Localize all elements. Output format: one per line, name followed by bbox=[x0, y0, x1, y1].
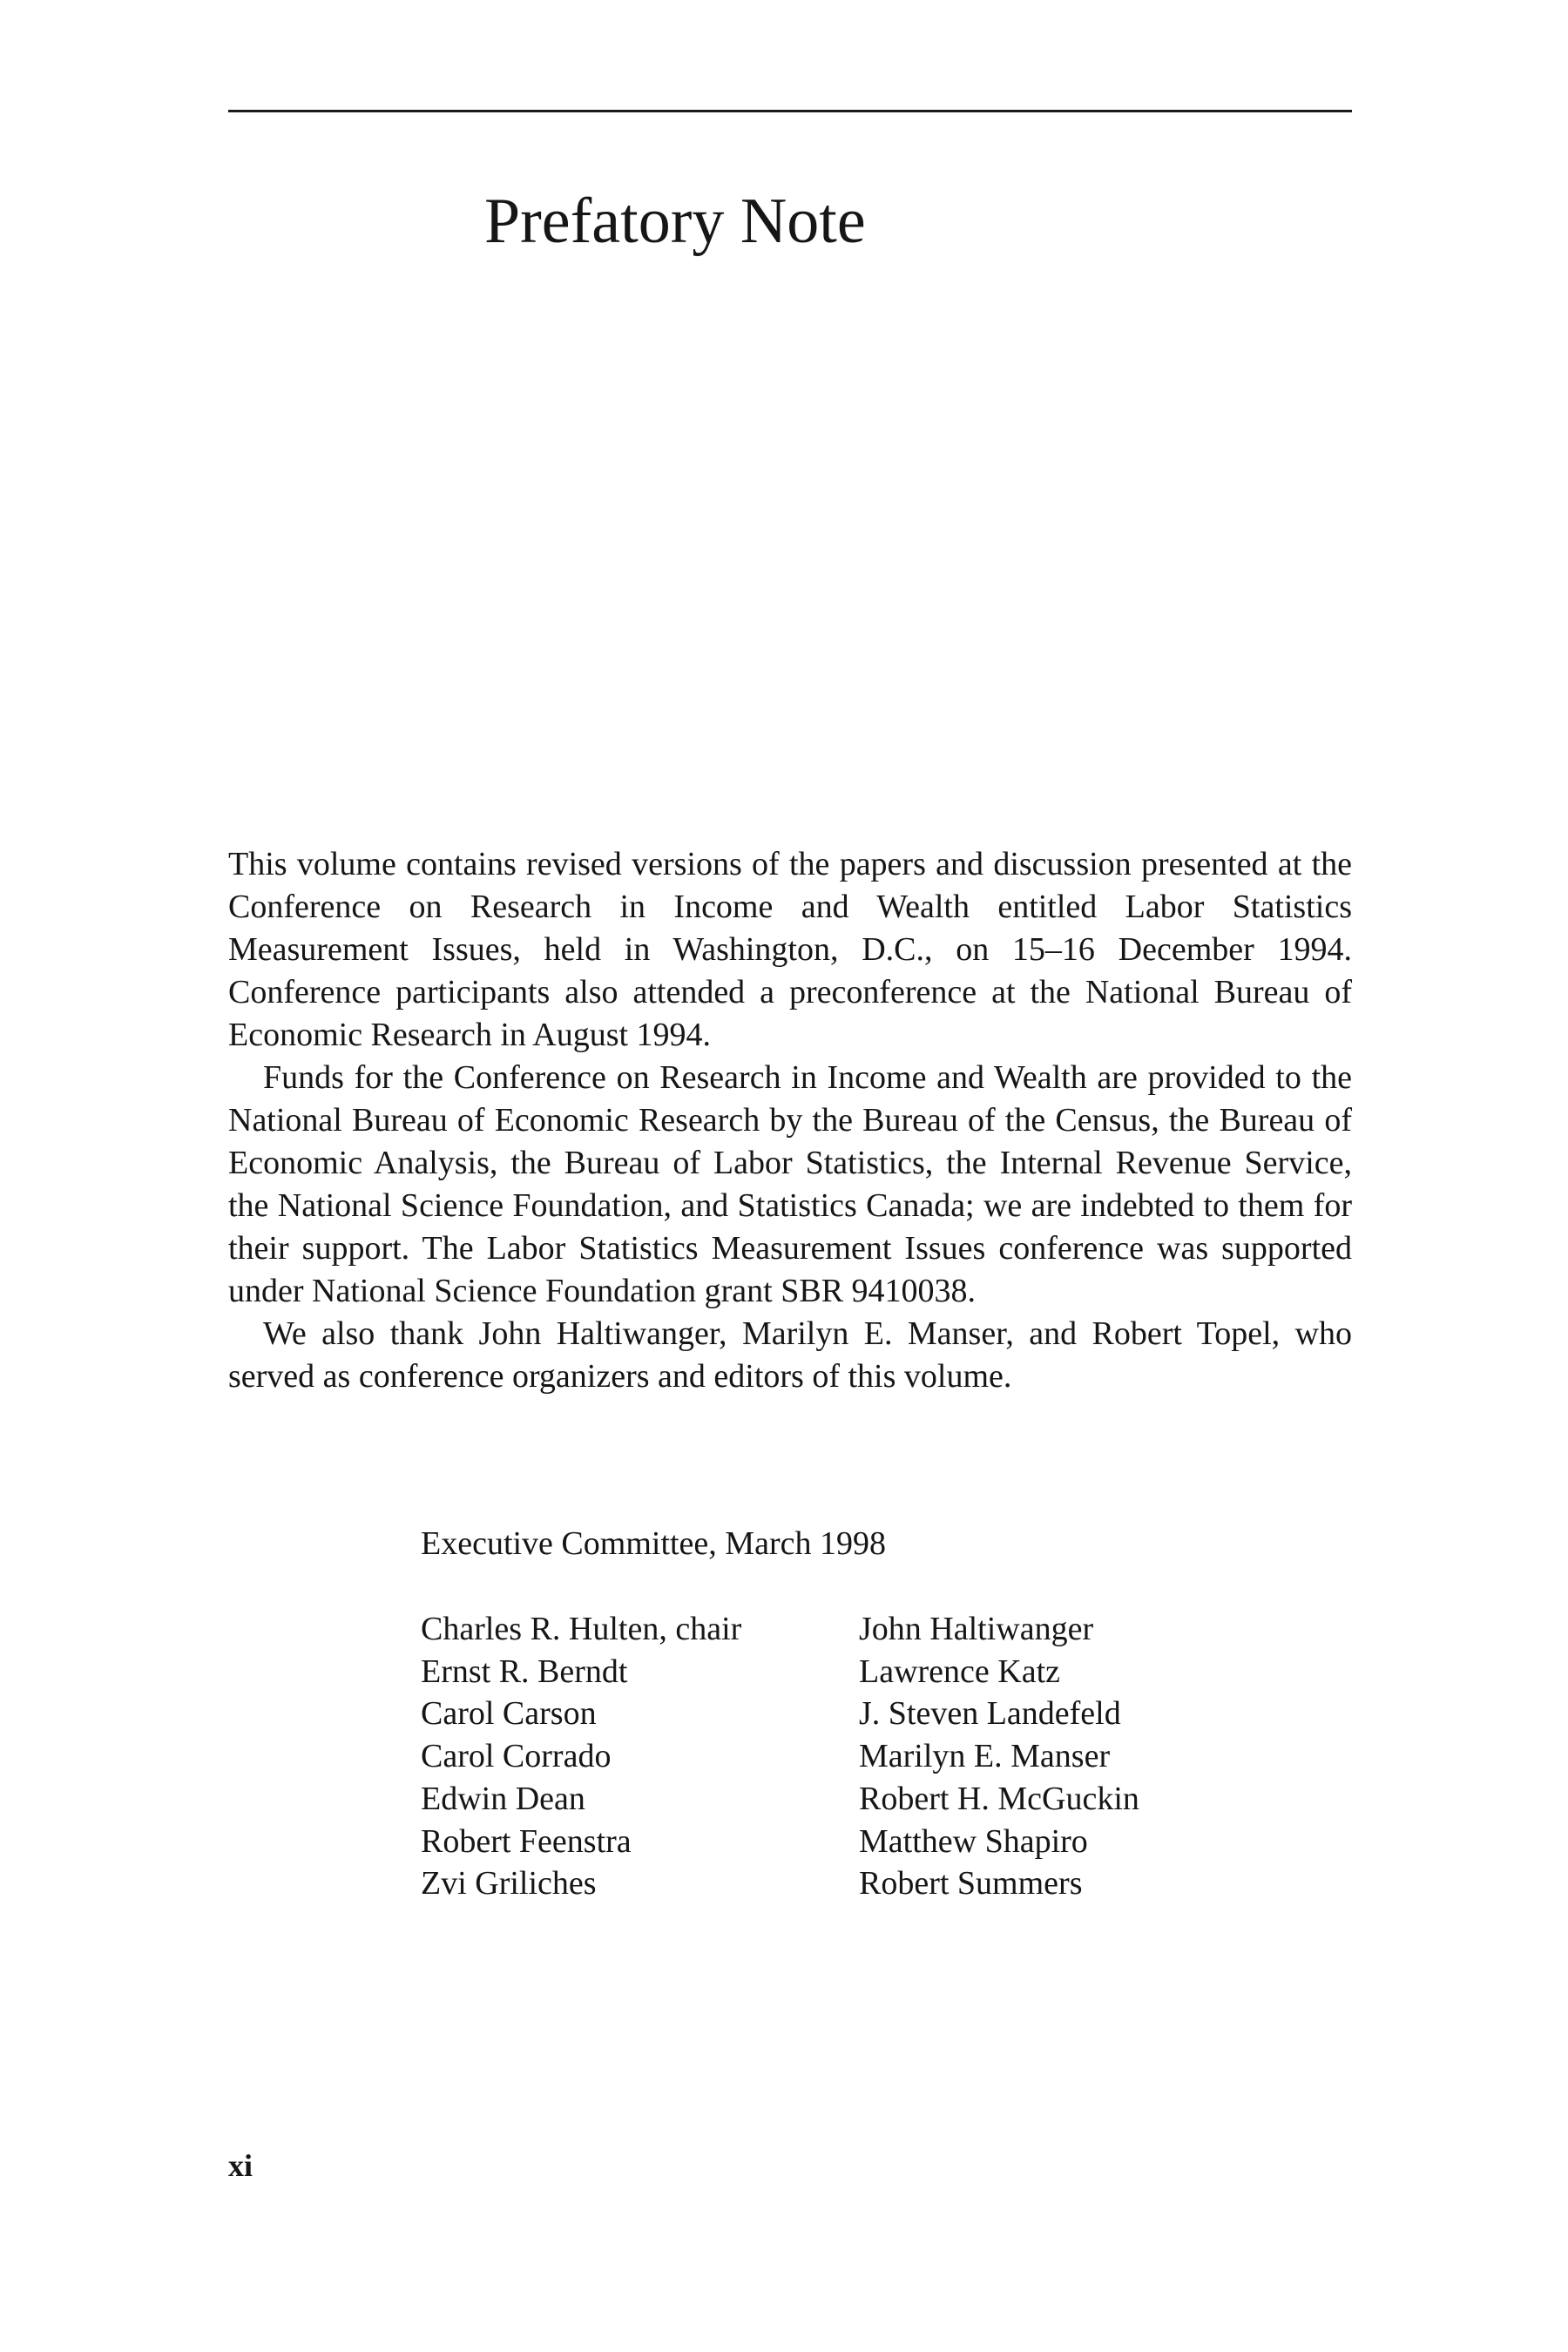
committee-member: Robert H. McGuckin bbox=[859, 1780, 1139, 1817]
committee-member: Robert Summers bbox=[859, 1865, 1083, 1903]
committee-member: Marilyn E. Manser bbox=[859, 1738, 1111, 1775]
top-rule bbox=[228, 110, 1352, 112]
paragraph-3: We also thank John Haltiwanger, Marilyn E. Manser, and Robert Topel, who served as conference organizers and editors of this volume. bbox=[228, 1315, 1352, 1395]
committee-member: Edwin Dean bbox=[421, 1780, 585, 1817]
committee-member: Lawrence Katz bbox=[859, 1652, 1061, 1690]
paragraph-1: This volume contains revised versions of the papers and discussion presented at the Conference on Research in Income and Wealth entitled Labor Statistics Measurement Issues, held in Washington, D.C., on 15–16 December 1994. Conference participants also attended a preconference at the National Bureau of Economic Research in August 1994. bbox=[228, 846, 1352, 1053]
committee-member: Charles R. Hulten, chair bbox=[421, 1611, 742, 1647]
committee-member: Robert Feenstra bbox=[421, 1822, 632, 1860]
committee-member: Ernst R. Berndt bbox=[421, 1652, 628, 1690]
page-title: Prefatory Note bbox=[484, 186, 866, 257]
committee-member: Carol Corrado bbox=[421, 1738, 612, 1775]
committee-heading: Executive Committee, March 1998 bbox=[421, 1525, 886, 1562]
committee-member: John Haltiwanger bbox=[859, 1611, 1094, 1647]
paragraph-2: Funds for the Conference on Research in Income and Wealth are provided to the National Bureau of Economic Research by the Bureau of the Census, the Bureau of Economic Analysis, the Bureau of Labor Statistics, the Internal Revenue Service, the National Science Foundation, and Statistics Canada; we are indebted to them for their support. The Labor Statistics Measurement Issues conference was supported under National Science Foundation grant SBR 9410038. bbox=[228, 1059, 1352, 1309]
committee-member: Matthew Shapiro bbox=[859, 1822, 1088, 1860]
committee-member: Zvi Griliches bbox=[421, 1865, 597, 1903]
body-text bbox=[228, 843, 1352, 1398]
committee-member: Carol Carson bbox=[421, 1695, 597, 1733]
page-number: xi bbox=[228, 2148, 253, 2183]
committee-right-column bbox=[859, 1608, 1139, 1905]
committee-member: J. Steven Landefeld bbox=[859, 1695, 1121, 1733]
committee-left-column bbox=[421, 1608, 741, 1905]
